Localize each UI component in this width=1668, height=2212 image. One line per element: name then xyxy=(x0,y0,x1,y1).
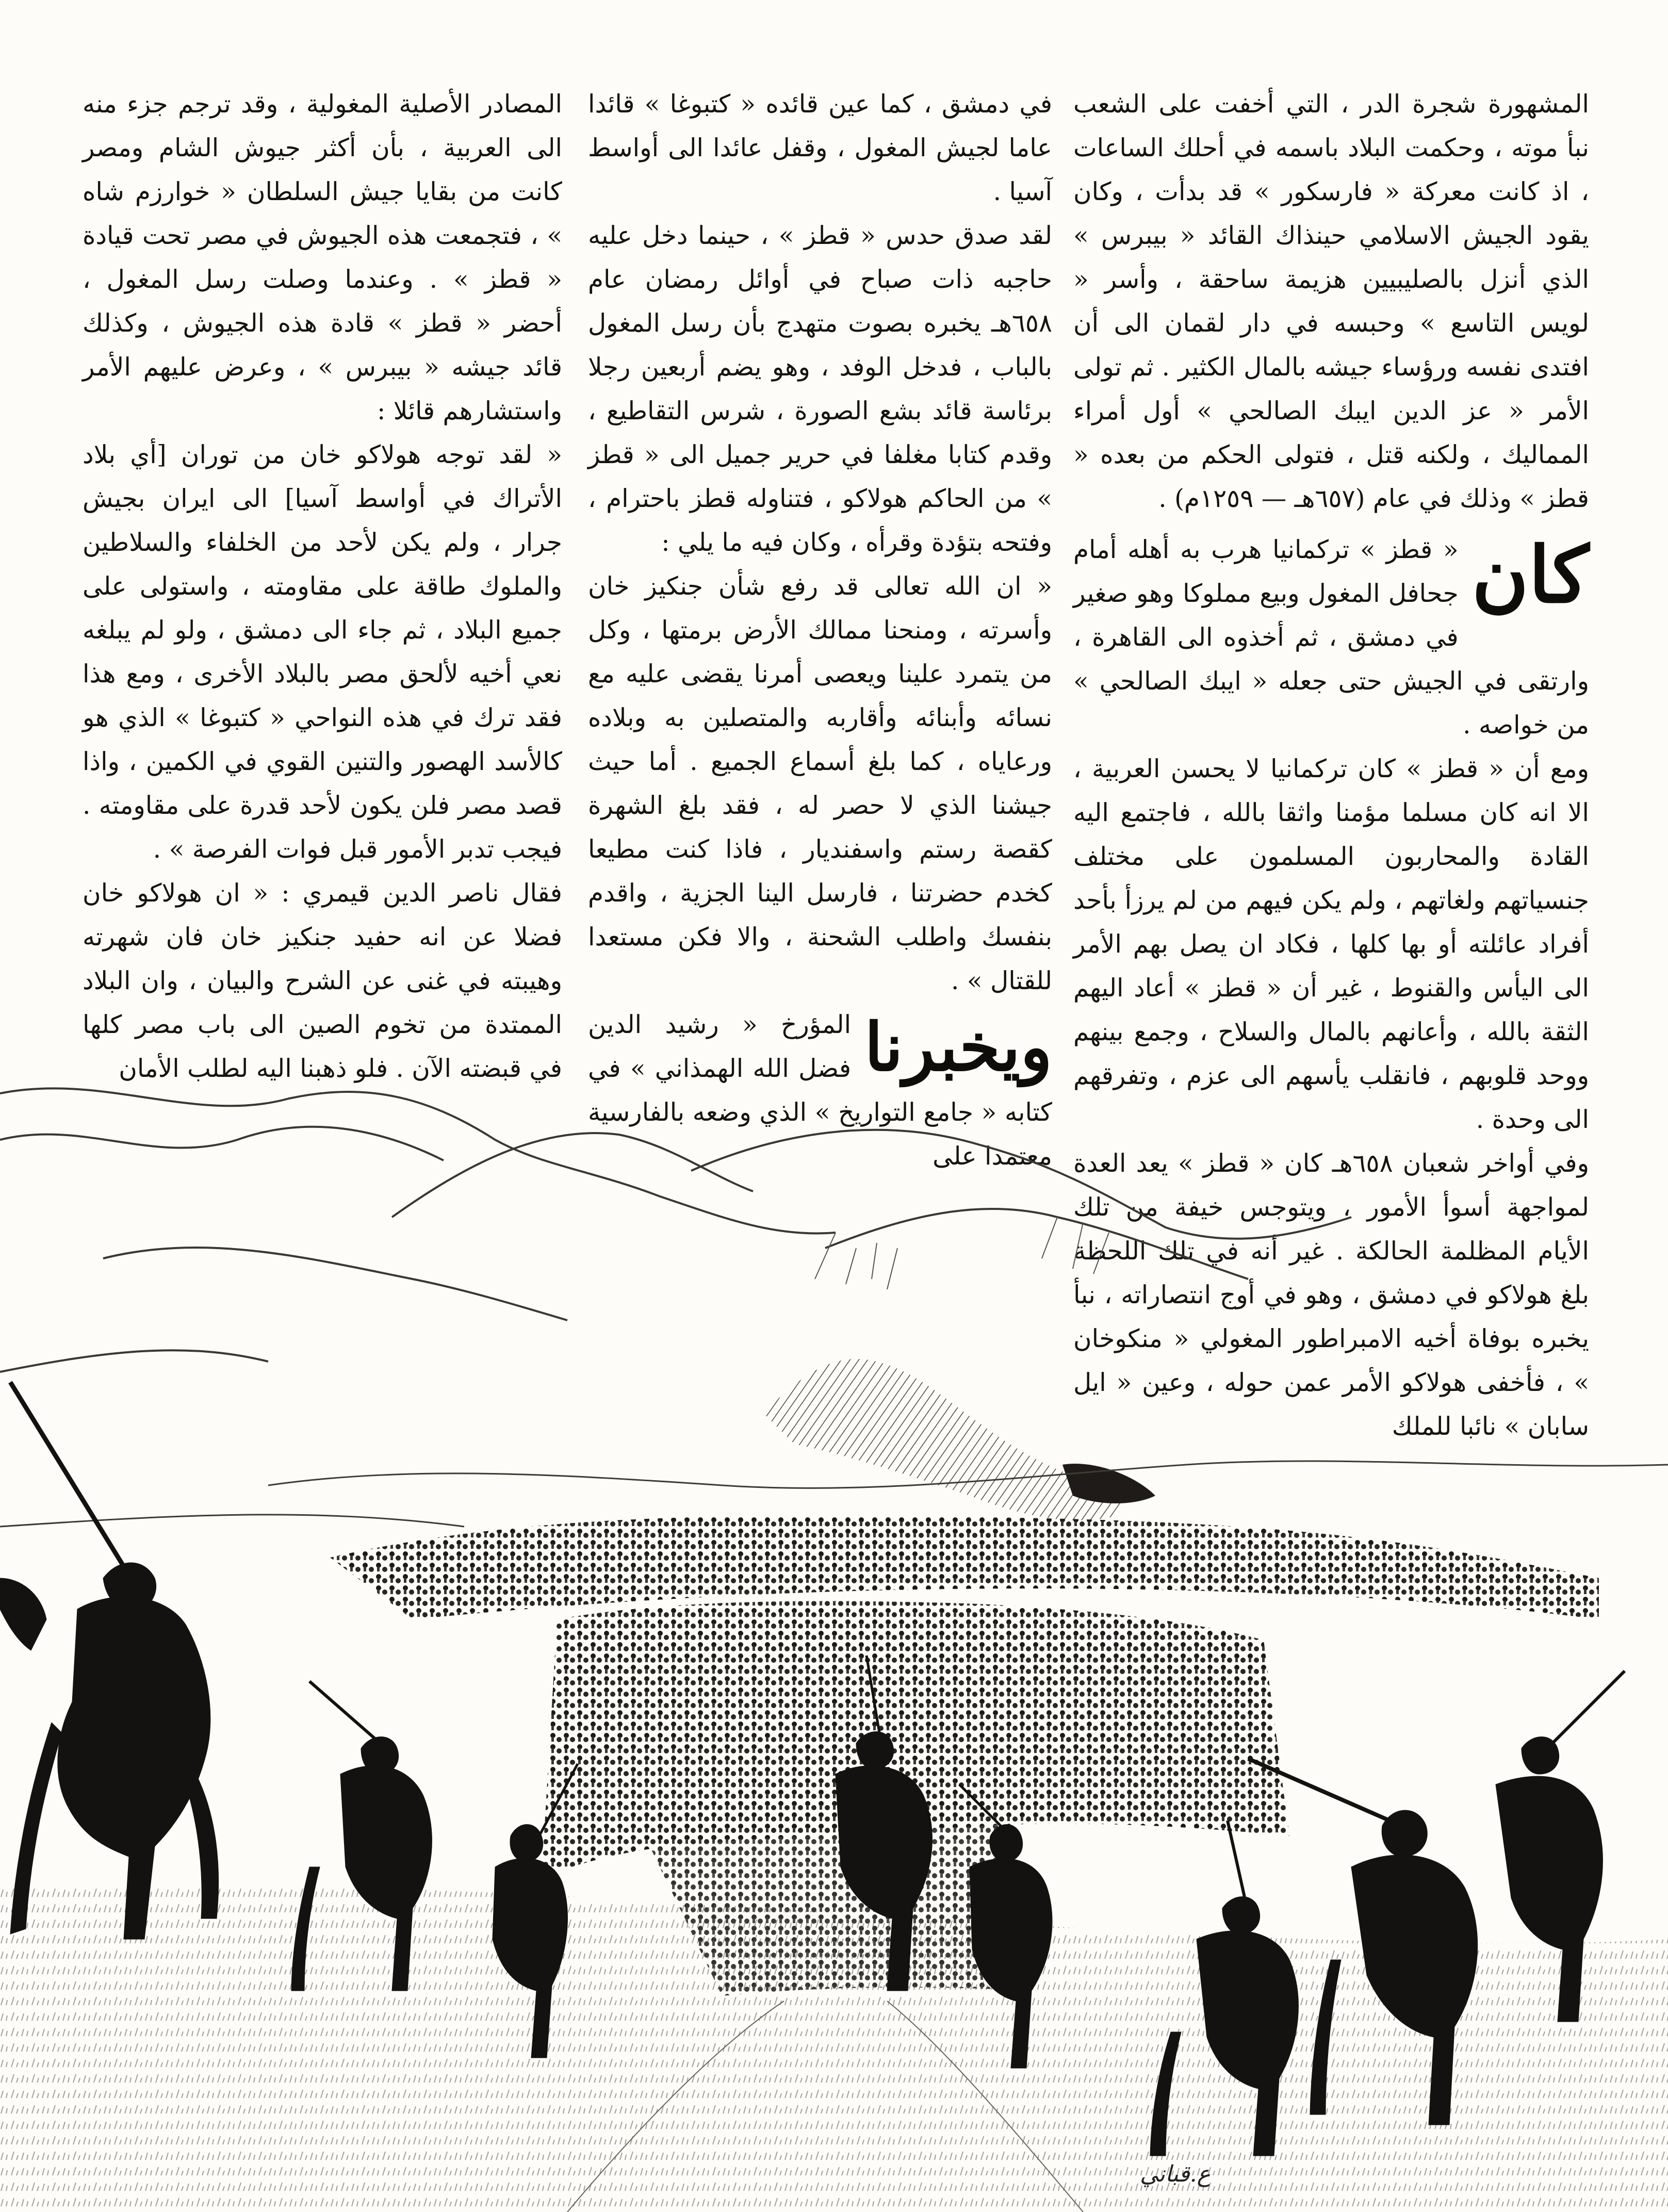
text-column-left xyxy=(83,83,562,1091)
paragraph-with-dropcap xyxy=(1073,528,1589,747)
paragraph: وفي أواخر شعبان ٦٥٨هـ كان « قطز » يعد العدة لمواجهة أسوأ الأمور ، ويتوجس خيفة من تلك الأيام المظلمة الحالكة . غير أنه في تلك اللحظة بلغ هولاكو في دمشق ، وهو في أوج انتصاراته ، نبأ يخبره بوفاة أخيه الامبراطور المغولي « منكوخان » ، فأخفى هولاكو الأمر عمن حوله ، وعين « ايل سابان » نائبا للملك xyxy=(1073,1149,1589,1441)
quoted-letter: « ان الله تعالى قد رفع شأن جنكيز خان وأسرته ، ومنحنا ممالك الأرض برمتها ، وكل من يتمرد علينا ويعصى أمرنا يقضى عليه مع نسائه وأبنائه وأقاربه والمتصلين به وبلاده ورعاياه ، كما بلغ أسماع الجميع . أما حيث جيشنا الذي لا حصر له ، فقد بلغ الشهرة كقصة رستم واسفنديار ، فاذا كنت مطيعا كخدم حضرتنا ، فارسل الينا الجزية ، واقدم بنفسك واطلب الشحنة ، والا فكن مستعدا للقتال » . xyxy=(588,572,1052,995)
paragraph: لقد صدق حدس « قطز » ، حينما دخل عليه حاجبه ذات صباح في أوائل رمضان عام ٦٥٨هـ يخبره بصوت متهدج بأن رسل المغول بالباب ، فدخل الوفد ، وهو يضم أربعين رجلا برئاسة قائد بشع الصورة ، شرس التقاطيع ، وقدم كتابا مغلفا في حرير جميل الى « قطز » من الحاكم هولاكو ، فتناوله قطز باحترام ، وفتحه بتؤدة وقرأه ، وكان فيه ما يلي : xyxy=(588,221,1052,557)
paragraph: المشهورة شجرة الدر ، التي أخفت على الشعب نبأ موته ، وحكمت البلاد باسمه في أحلك الساعات ، اذ كانت معركة « فارسكور » قد بدأت ، وكان يقود الجيش الاسلامي حينذاك القائد « بيبرس » الذي أنزل بالصليبيين هزيمة ساحقة ، وأسر « لويس التاسع » وحبسه في دار لقمان الى أن افتدى نفسه ورؤساء جيشه بالمال الكثير . ثم تولى الأمر « عز الدين ايبك الصالحي » أول أمراء المماليك ، ولكنه قتل ، فتولى الحكم من بعده « قطز » وذلك في عام (٦٥٧هـ — ١٢٥٩م) . xyxy=(1073,90,1590,513)
battle-drawing-svg xyxy=(0,1062,1668,2212)
paragraph: المصادر الأصلية المغولية ، وقد ترجم جزء منه الى العربية ، بأن أكثر جيوش الشام ومصر كانت من بقايا جيش السلطان « خوارزم شاه » ، فتجمعت هذه الجيوش في مصر تحت قيادة « قطز » . وعندما وصلت رسل المغول ، أحضر « قطز » قادة هذه الجيوش ، وكذلك قائد جيشه « بيبرس » ، وعرض عليهم الأمر واستشارهم قائلا : xyxy=(83,90,562,425)
paragraph-text: « قطز » تركمانيا هرب به أهله أمام جحافل المغول وبيع مملوكا وهو صغير في دمشق ، ثم أخذوه الى القاهرة ، وارتقى في الجيش حتى جعله « ايبك الصالحي » من خواصه . xyxy=(1073,535,1589,740)
battle-illustration xyxy=(0,1062,1668,2212)
artist-signature: ع.قباني xyxy=(1140,2161,1211,2187)
dust-plume xyxy=(763,1359,1155,1520)
mountains xyxy=(0,1088,1351,1372)
quoted-speech: « لقد توجه هولاكو خان من توران [أي بلاد الأتراك في أواسط آسيا] الى ايران بجيش جرار ، ولم يكن لأحد من الخلفاء والسلاطين والملوك طاقة على مقاومته ، واستولى على جميع البلاد ، ثم جاء الى دمشق ، ولو لم يبلغه نعي أخيه لألحق مصر بالبلاد الأخرى ، ومع هذا فقد ترك في هذه النواحي « كتبوغا » الذي هو كالأسد الهصور والتنين القوي في الكمين ، واذا قصد مصر فلن يكون لأحد قدرة على مقاومته . فيجب تدبر الأمور قبل فوات الفرصة » . xyxy=(83,440,562,864)
lead-word: ويخبرنا xyxy=(864,1009,1052,1086)
paragraph: في دمشق ، كما عين قائده « كتبوغا » قائدا عاما لجيش المغول ، وقفل عائدا الى أواسط آسيا . xyxy=(588,90,1052,206)
text-column-middle xyxy=(588,83,1052,1178)
paragraph: ومع أن « قطز » كان تركمانيا لا يحسن العربية ، الا انه كان مسلما مؤمنا واثقا بالله ، فاجتمع اليه القادة والمحاربون المسلمون على مختلف جنسياتهم ولغاتهم ، ولم يكن فيهم من لم يرزأ بأحد أفراد عائلته أو بها كلها ، فكاد ان يصل بهم الأمر الى اليأس والقنوط ، غير أن « قطز » أعاد اليهم الثقة بالله ، وأعانهم بالمال والسلاح ، وجمع بينهم ووحد قلوبهم ، فانقلب يأسهم الى عزم ، وتفرقهم الى وحدة . xyxy=(1073,755,1589,1134)
mountain-shading xyxy=(815,1217,1109,1289)
paragraph: فقال ناصر الدين قيمري : « ان هولاكو خان فضلا عن انه حفيد جنكيز خان فان شهرته وهيبته في غنى عن الشرح والبيان ، وان البلاد الممتدة من تخوم الصين الى باب مصر كلها في قبضته الآن . فلو ذهبنا اليه لطلب الأمان xyxy=(83,879,562,1083)
dropcap-lead-word: كان xyxy=(1471,530,1589,620)
horseman-left xyxy=(0,1382,219,1939)
paragraph-text: المؤرخ « رشيد الدين فضل الله الهمذاني » في كتابه « جامع التواريخ » الذي وضعه بالفارسية معتمدا على xyxy=(588,1010,1052,1171)
